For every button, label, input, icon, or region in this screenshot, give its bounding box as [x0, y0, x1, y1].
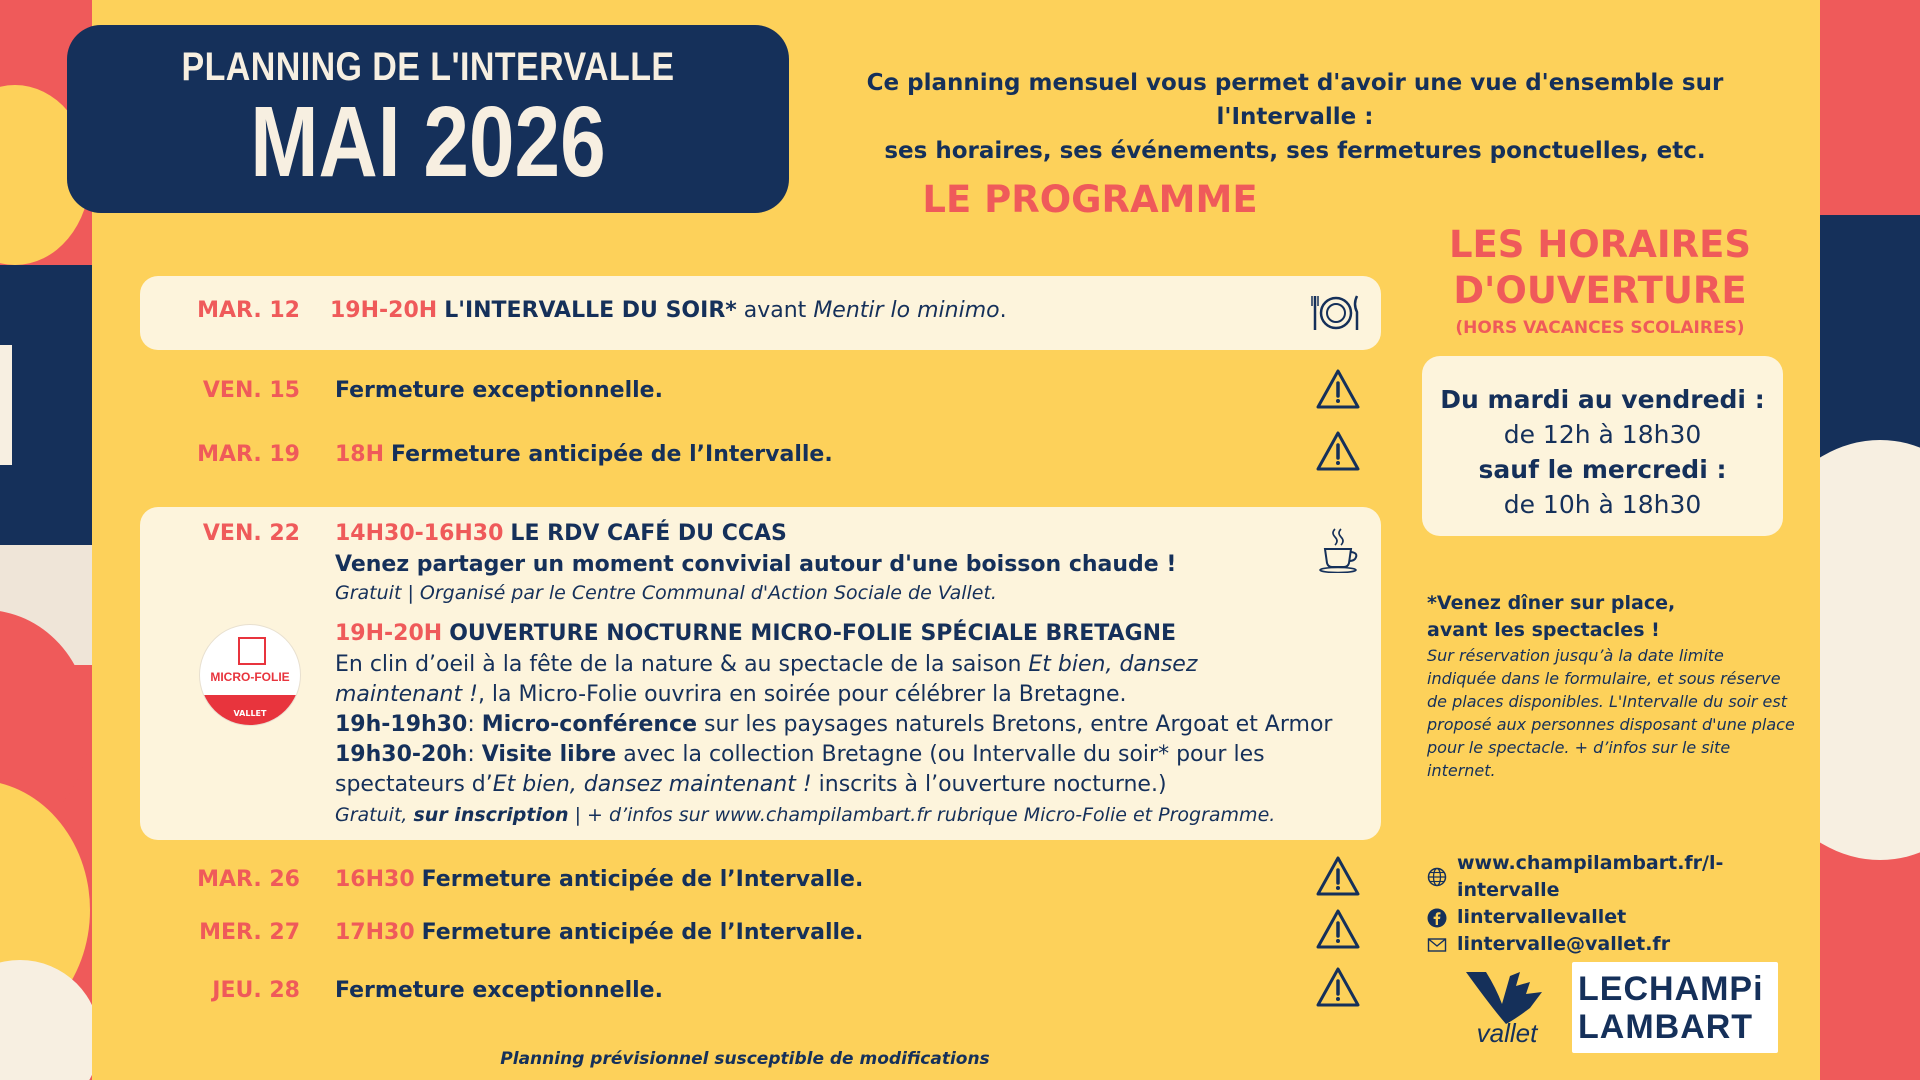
decorative-shape [0, 265, 92, 545]
event-title: L'INTERVALLE DU SOIR* [444, 298, 737, 323]
warning-icon [1315, 908, 1361, 950]
warning-icon [1315, 966, 1361, 1008]
hours-heading-line: LES HORAIRES [1448, 223, 1752, 266]
page-title: MAI 2026 [250, 86, 606, 198]
text-part: | + d’infos sur www.champilambart.fr rubrique Micro-Folie et Programme. [568, 804, 1276, 826]
intro-line: Ce planning mensuel vous permet d'avoir une vue d'ensemble sur l'Intervalle : [866, 70, 1724, 130]
hours-line: sauf le mercredi : [1478, 455, 1727, 484]
text-part: spectateurs d’ [335, 772, 493, 797]
event-text [335, 621, 1176, 646]
event-title: Fermeture anticipée de l’Intervalle. [391, 442, 833, 467]
text-part: avec la collection Bretagne (ou Intervalle du soir* pour les [616, 742, 1265, 767]
event-time: 19H-20H [330, 298, 438, 323]
text-part: sur inscription [413, 804, 569, 826]
warning-icon [1315, 368, 1361, 410]
contact-email[interactable] [1427, 931, 1807, 958]
micro-folie-cube-icon [238, 637, 266, 665]
event-text [330, 298, 1007, 323]
event-time: 17H30 [335, 920, 415, 945]
contact-facebook[interactable] [1427, 904, 1807, 931]
event-text [335, 867, 863, 892]
facebook-link[interactable]: lintervallevallet [1457, 906, 1627, 928]
event-title: OUVERTURE NOCTURNE MICRO-FOLIE SPÉCIALE BRETAGNE [449, 621, 1177, 646]
note-heading: avant les spectacles ! [1427, 619, 1660, 641]
plate-cutlery-icon [1311, 290, 1361, 336]
vallet-logo-text: vallet [1476, 1018, 1538, 1048]
event-title: LE RDV CAFÉ DU CCAS [510, 521, 787, 546]
event-date: MAR. 12 [197, 298, 300, 323]
event-description: Venez partager un moment convivial autour d'une boisson chaude ! [335, 552, 1177, 577]
text-part: En clin d’oeil à la fête de la nature & au spectacle de la saison [335, 652, 1029, 677]
event-date: JEU. 28 [212, 978, 300, 1003]
text-part: Gratuit, [335, 804, 414, 826]
text-part: Et bien, dansez maintenant ! [492, 772, 812, 797]
text-part: maintenant ! [335, 682, 478, 707]
event-description [335, 712, 1332, 737]
text-part: inscrits à l’ouverture nocturne.) [811, 772, 1167, 797]
contacts [1427, 850, 1807, 958]
event-info [335, 804, 1275, 826]
hours-line: de 10h à 18h30 [1503, 490, 1702, 519]
hours-heading-line: D'OUVERTURE [1453, 269, 1747, 312]
text-part: 19h-19h30 [335, 712, 468, 737]
text-part: 19h30-20h [335, 742, 468, 767]
hours-box [1422, 356, 1783, 536]
event-text-part: avant [736, 298, 814, 323]
website-link[interactable]: www.champilambart.fr/l-intervalle [1457, 852, 1724, 901]
event-description [335, 742, 1265, 767]
text-part: , la Micro-Folie ouvrira en soirée pour célébrer la Bretagne. [477, 682, 1127, 707]
champilambart-logo [1572, 962, 1778, 1053]
event-card [140, 276, 1381, 350]
event-description [335, 682, 1127, 707]
event-description [335, 652, 1197, 677]
event-row [140, 368, 1381, 418]
logo-text: LAMBART [1578, 1008, 1754, 1046]
text-part: Visite libre [481, 742, 617, 767]
event-show: Mentir lo minimo [813, 298, 1000, 323]
event-date: MAR. 19 [197, 442, 300, 467]
warning-icon [1315, 855, 1361, 897]
logo-text: VALLET [233, 709, 267, 718]
event-text: Fermeture exceptionnelle. [335, 378, 663, 403]
event-date: MAR. 26 [197, 867, 300, 892]
hours-heading [1420, 222, 1780, 314]
hours-line: Du mardi au vendredi : [1440, 385, 1765, 414]
event-time: 18H [335, 442, 385, 467]
event-time: 19H-20H [335, 621, 443, 646]
event-date: VEN. 22 [202, 521, 300, 546]
note-body: Sur réservation jusqu’à la date limite indiquée dans le formulaire, et sous réserve de places disponibles. L'Intervalle du soir est proposé aux personnes disposant d'une place pour le spectacle. + d’infos sur le site internet. [1427, 646, 1795, 780]
event-time: 14H30-16H30 [335, 521, 504, 546]
page-subtitle: PLANNING DE L'INTERVALLE [181, 45, 675, 89]
logo-text: LECHAMPi [1578, 970, 1764, 1008]
event-info: Gratuit | Organisé par le Centre Communal d'Action Sociale de Vallet. [335, 582, 997, 604]
warning-icon [1315, 430, 1361, 472]
event-text: Fermeture exceptionnelle. [335, 978, 663, 1003]
decorative-shape [1820, 440, 1920, 860]
event-text-part: . [999, 298, 1007, 323]
event-title: Fermeture anticipée de l’Intervalle. [421, 867, 864, 892]
right-decorative-strip [1820, 0, 1920, 1080]
event-card [140, 507, 1381, 840]
decorative-shape [0, 345, 12, 465]
text-part: : [467, 742, 482, 767]
event-text [335, 442, 833, 467]
contact-website[interactable] [1427, 850, 1807, 904]
programme-heading: LE PROGRAMME [922, 178, 1258, 221]
coffee-cup-icon [1317, 527, 1361, 573]
dinner-note [1427, 590, 1797, 782]
decorative-shape [0, 960, 92, 1080]
micro-folie-logo [200, 625, 300, 725]
globe-icon [1427, 867, 1447, 887]
event-description [335, 772, 1167, 797]
event-date: MER. 27 [199, 920, 300, 945]
event-row [140, 908, 1381, 958]
title-banner [67, 25, 789, 213]
event-row [140, 855, 1381, 905]
event-row [140, 430, 1381, 480]
text-part: Micro-conférence [481, 712, 697, 737]
envelope-icon [1427, 935, 1447, 955]
intro-text [820, 66, 1770, 168]
logo-text: MICRO-FOLIE [210, 670, 290, 684]
intro-line: ses horaires, ses événements, ses fermetures ponctuelles, etc. [884, 138, 1706, 164]
event-time: 16H30 [335, 867, 415, 892]
facebook-icon [1427, 908, 1447, 928]
note-heading: *Venez dîner sur place, [1427, 592, 1676, 614]
email-link[interactable]: lintervalle@vallet.fr [1457, 933, 1671, 955]
event-text [335, 920, 863, 945]
event-text [335, 521, 787, 546]
text-part: : [467, 712, 482, 737]
event-title: Fermeture anticipée de l’Intervalle. [421, 920, 864, 945]
text-part: Et bien, dansez [1028, 652, 1198, 677]
hours-subheading: (HORS VACANCES SCOLAIRES) [1455, 318, 1745, 338]
hours-line: de 12h à 18h30 [1503, 420, 1702, 449]
text-part: sur les paysages naturels Bretons, entre Argoat et Armor [697, 712, 1333, 737]
event-row [140, 966, 1381, 1016]
footer-disclaimer: Planning prévisionnel susceptible de modifications [500, 1049, 990, 1069]
event-date: VEN. 15 [202, 378, 300, 403]
